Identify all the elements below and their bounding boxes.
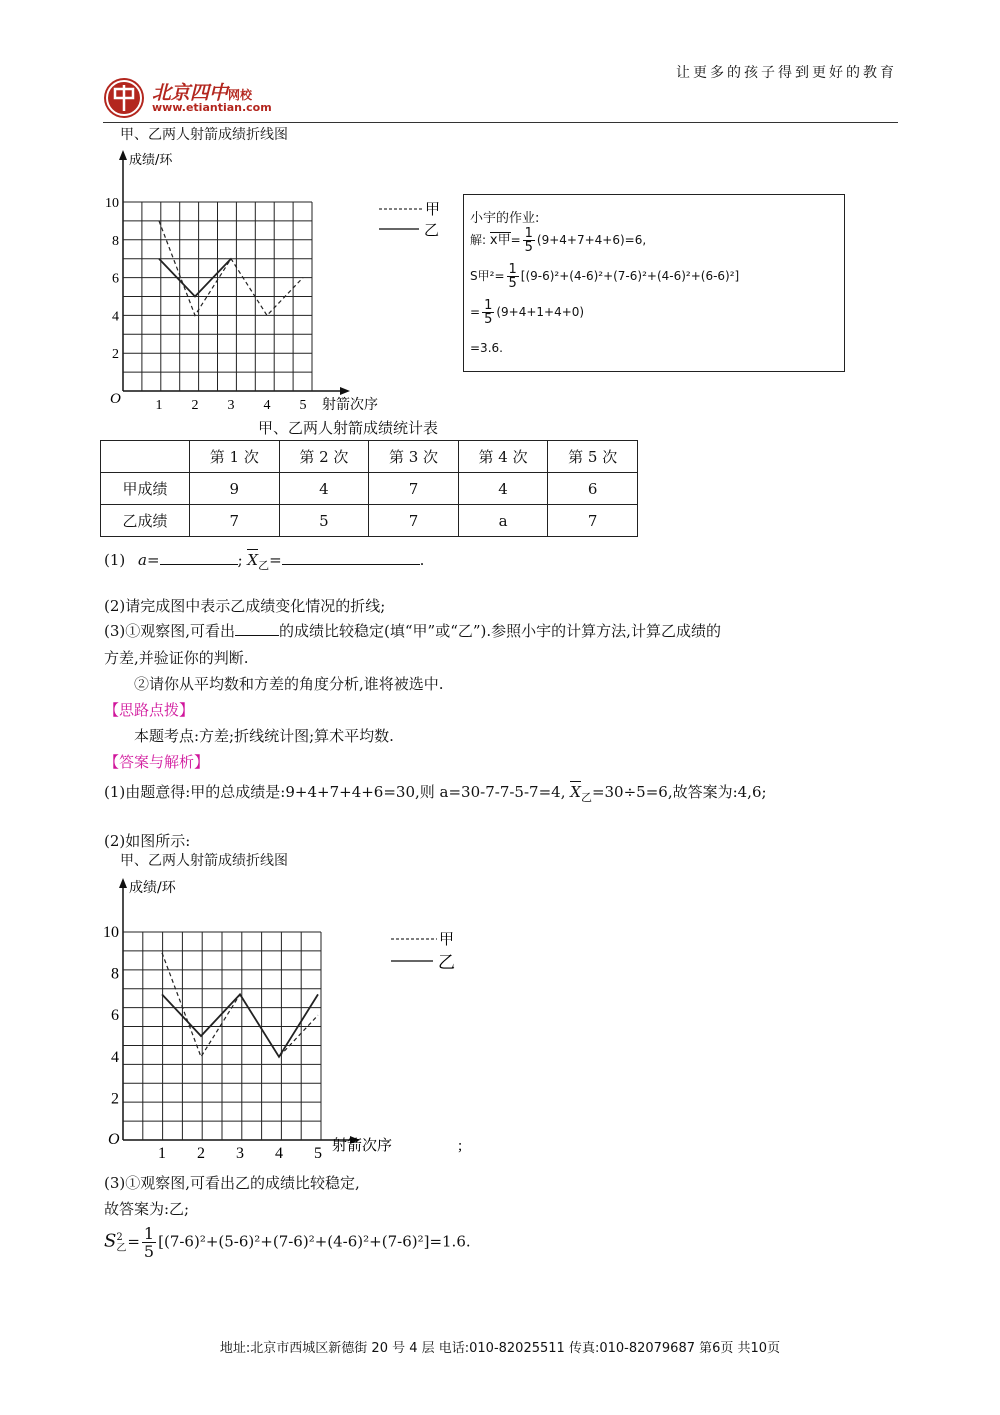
header-slogan: 让更多的孩子得到更好的教育 xyxy=(676,65,897,81)
logo-name: 北京四中网校 xyxy=(152,82,253,104)
x-tick-label: 2 xyxy=(197,1145,205,1162)
table-header-cell: 第 3 次 xyxy=(369,441,459,473)
origin-label: O xyxy=(108,1131,120,1148)
table-cell: 7 xyxy=(369,473,459,505)
header-divider xyxy=(103,122,898,123)
answer-blank-mean[interactable] xyxy=(282,552,420,565)
y-axis-arrow-icon xyxy=(119,878,127,888)
x-tick-label: 4 xyxy=(263,398,271,413)
y-tick-label: 6 xyxy=(112,271,119,287)
series-lines xyxy=(162,953,318,1057)
table-header-cell xyxy=(101,441,190,473)
y-tick-label: 8 xyxy=(112,233,119,249)
table-caption: 甲、乙两人射箭成绩统计表 xyxy=(258,419,439,437)
question-3-line3: ②请你从平均数和方差的角度分析,谁将被选中. xyxy=(134,675,444,693)
homework-simplified-line: = $\frac{1}{5}$ (9+4+1+4+0) xyxy=(470,298,585,327)
table-cell: 7 xyxy=(190,505,280,537)
table-header-row xyxy=(101,441,638,473)
table-row xyxy=(101,473,638,505)
table-cell: a xyxy=(458,505,548,537)
answer-3-line2: 故答案为:乙; xyxy=(104,1200,190,1218)
homework-variance-line: S甲²= $\frac{1}{5}$ [(9-6)²+(4-6)²+(7-6)²+(4-6)²+(6-6)²] xyxy=(470,262,740,291)
homework-title: 小宇的作业: xyxy=(470,211,540,226)
y-axis-label: 成绩/环 xyxy=(129,153,173,168)
x-tick-label: 5 xyxy=(299,398,307,413)
grid xyxy=(123,202,312,391)
table-cell: 9 xyxy=(190,473,280,505)
chart2-legend xyxy=(385,928,465,974)
table-cell: 4 xyxy=(458,473,548,505)
y-tick-label: 10 xyxy=(103,924,119,941)
chart1 xyxy=(100,146,460,416)
homework-mean-line: 解: x甲= $\frac{1}{5}$ (9+4+7+4+6)=6, xyxy=(470,226,647,255)
legend-jia-label: 甲 xyxy=(439,930,455,948)
x-tick-label: 3 xyxy=(236,1145,244,1162)
hint-tag: 【思路点拨】 xyxy=(104,701,195,719)
series-line-yi xyxy=(162,994,318,1056)
series-line-jia xyxy=(159,221,303,316)
legend-yi-label: 乙 xyxy=(424,221,440,239)
x-tick-label: 4 xyxy=(275,1145,283,1162)
homework-result: =3.6. xyxy=(470,341,503,355)
x-tick-label: 1 xyxy=(158,1145,166,1162)
y-tick-label: 2 xyxy=(111,1090,119,1108)
table-header-cell: 第 1 次 xyxy=(190,441,280,473)
origin-label: O xyxy=(110,391,121,407)
answer-blank-stable[interactable] xyxy=(235,623,279,636)
question-1: (1) a= ; $X_乙=$ . xyxy=(104,551,425,572)
chart1-title: 甲、乙两人射箭成绩折线图 xyxy=(120,127,288,143)
table-cell: 乙成绩 xyxy=(101,505,190,537)
x-tick-label: 3 xyxy=(227,398,235,413)
answer-3-line1: (3)①观察图,可看出乙的成绩比较稳定, xyxy=(104,1174,360,1192)
y-axis-arrow-icon xyxy=(119,150,127,160)
tick-labels xyxy=(105,196,307,413)
table-cell: 甲成绩 xyxy=(101,473,190,505)
y-tick-label: 4 xyxy=(112,309,119,325)
answer-1: (1)由题意得:甲的总成绩是:9+4+7+4+6=30,则 a=30-7-7-5-7=4, $X_乙=30\div 5=6$,故答案为:4,6; xyxy=(104,783,767,804)
table-row xyxy=(101,505,638,537)
table-cell: 5 xyxy=(279,505,369,537)
answer-tag: 【答案与解析】 xyxy=(104,753,210,771)
y-tick-label: 4 xyxy=(111,1048,119,1066)
x-tick-label: 2 xyxy=(191,398,199,413)
answer-3-variance: S 2 乙 = $\frac{1}{5}$ [(7-6)²+(5-6)²+(7-6)²+(4-6)²+(7-6)²]=1.6. xyxy=(104,1224,471,1261)
tick-labels xyxy=(103,924,322,1162)
x-axis-label: 射箭次序 xyxy=(322,397,378,413)
legend-jia-label: 甲 xyxy=(425,200,441,218)
homework-box xyxy=(463,194,845,372)
score-table xyxy=(100,440,638,537)
legend-yi-label: 乙 xyxy=(438,953,455,973)
x-axis-arrow-icon xyxy=(340,387,350,395)
answer-2: (2)如图所示: xyxy=(104,832,191,850)
school-logo-icon xyxy=(104,78,144,118)
chart2 xyxy=(100,874,480,1164)
chart1-legend xyxy=(375,198,445,240)
y-tick-label: 2 xyxy=(112,347,119,363)
x-tick-label: 1 xyxy=(155,398,163,413)
hint-text: 本题考点:方差;折线统计图;算术平均数. xyxy=(134,727,394,745)
table-header-cell: 第 5 次 xyxy=(548,441,638,473)
table-header-cell: 第 2 次 xyxy=(279,441,369,473)
y-tick-label: 6 xyxy=(111,1007,119,1025)
logo-url: www.etiantian.com xyxy=(152,101,272,114)
series-line-jia xyxy=(162,953,318,1057)
table-header-cell: 第 4 次 xyxy=(458,441,548,473)
x-axis-label: 射箭次序 xyxy=(332,1136,393,1154)
question-2: (2)请完成图中表示乙成绩变化情况的折线; xyxy=(104,597,386,615)
table-cell: 7 xyxy=(369,505,459,537)
series-lines xyxy=(159,221,303,316)
answer-blank-a[interactable] xyxy=(160,552,238,565)
y-tick-label: 8 xyxy=(111,965,119,983)
page-footer: 地址:北京市西城区新德街 20 号 4 层 电话:010-82025511 传真:010-82079687 第6页 共10页 xyxy=(219,1341,781,1356)
chart2-trailing-semicolon: ; xyxy=(458,1138,463,1154)
chart2-title: 甲、乙两人射箭成绩折线图 xyxy=(120,853,288,869)
table-cell: 6 xyxy=(548,473,638,505)
question-3-line1: (3)①观察图,可看出 的成绩比较稳定(填“甲”或“乙”).参照小宇的计算方法,计算乙成绩的 xyxy=(104,622,721,640)
table-cell: 4 xyxy=(279,473,369,505)
question-3-line2: 方差,并验证你的判断. xyxy=(104,649,249,667)
table-cell: 7 xyxy=(548,505,638,537)
y-tick-label: 10 xyxy=(105,196,119,211)
y-axis-label: 成绩/环 xyxy=(129,880,176,896)
x-tick-label: 5 xyxy=(314,1145,322,1162)
